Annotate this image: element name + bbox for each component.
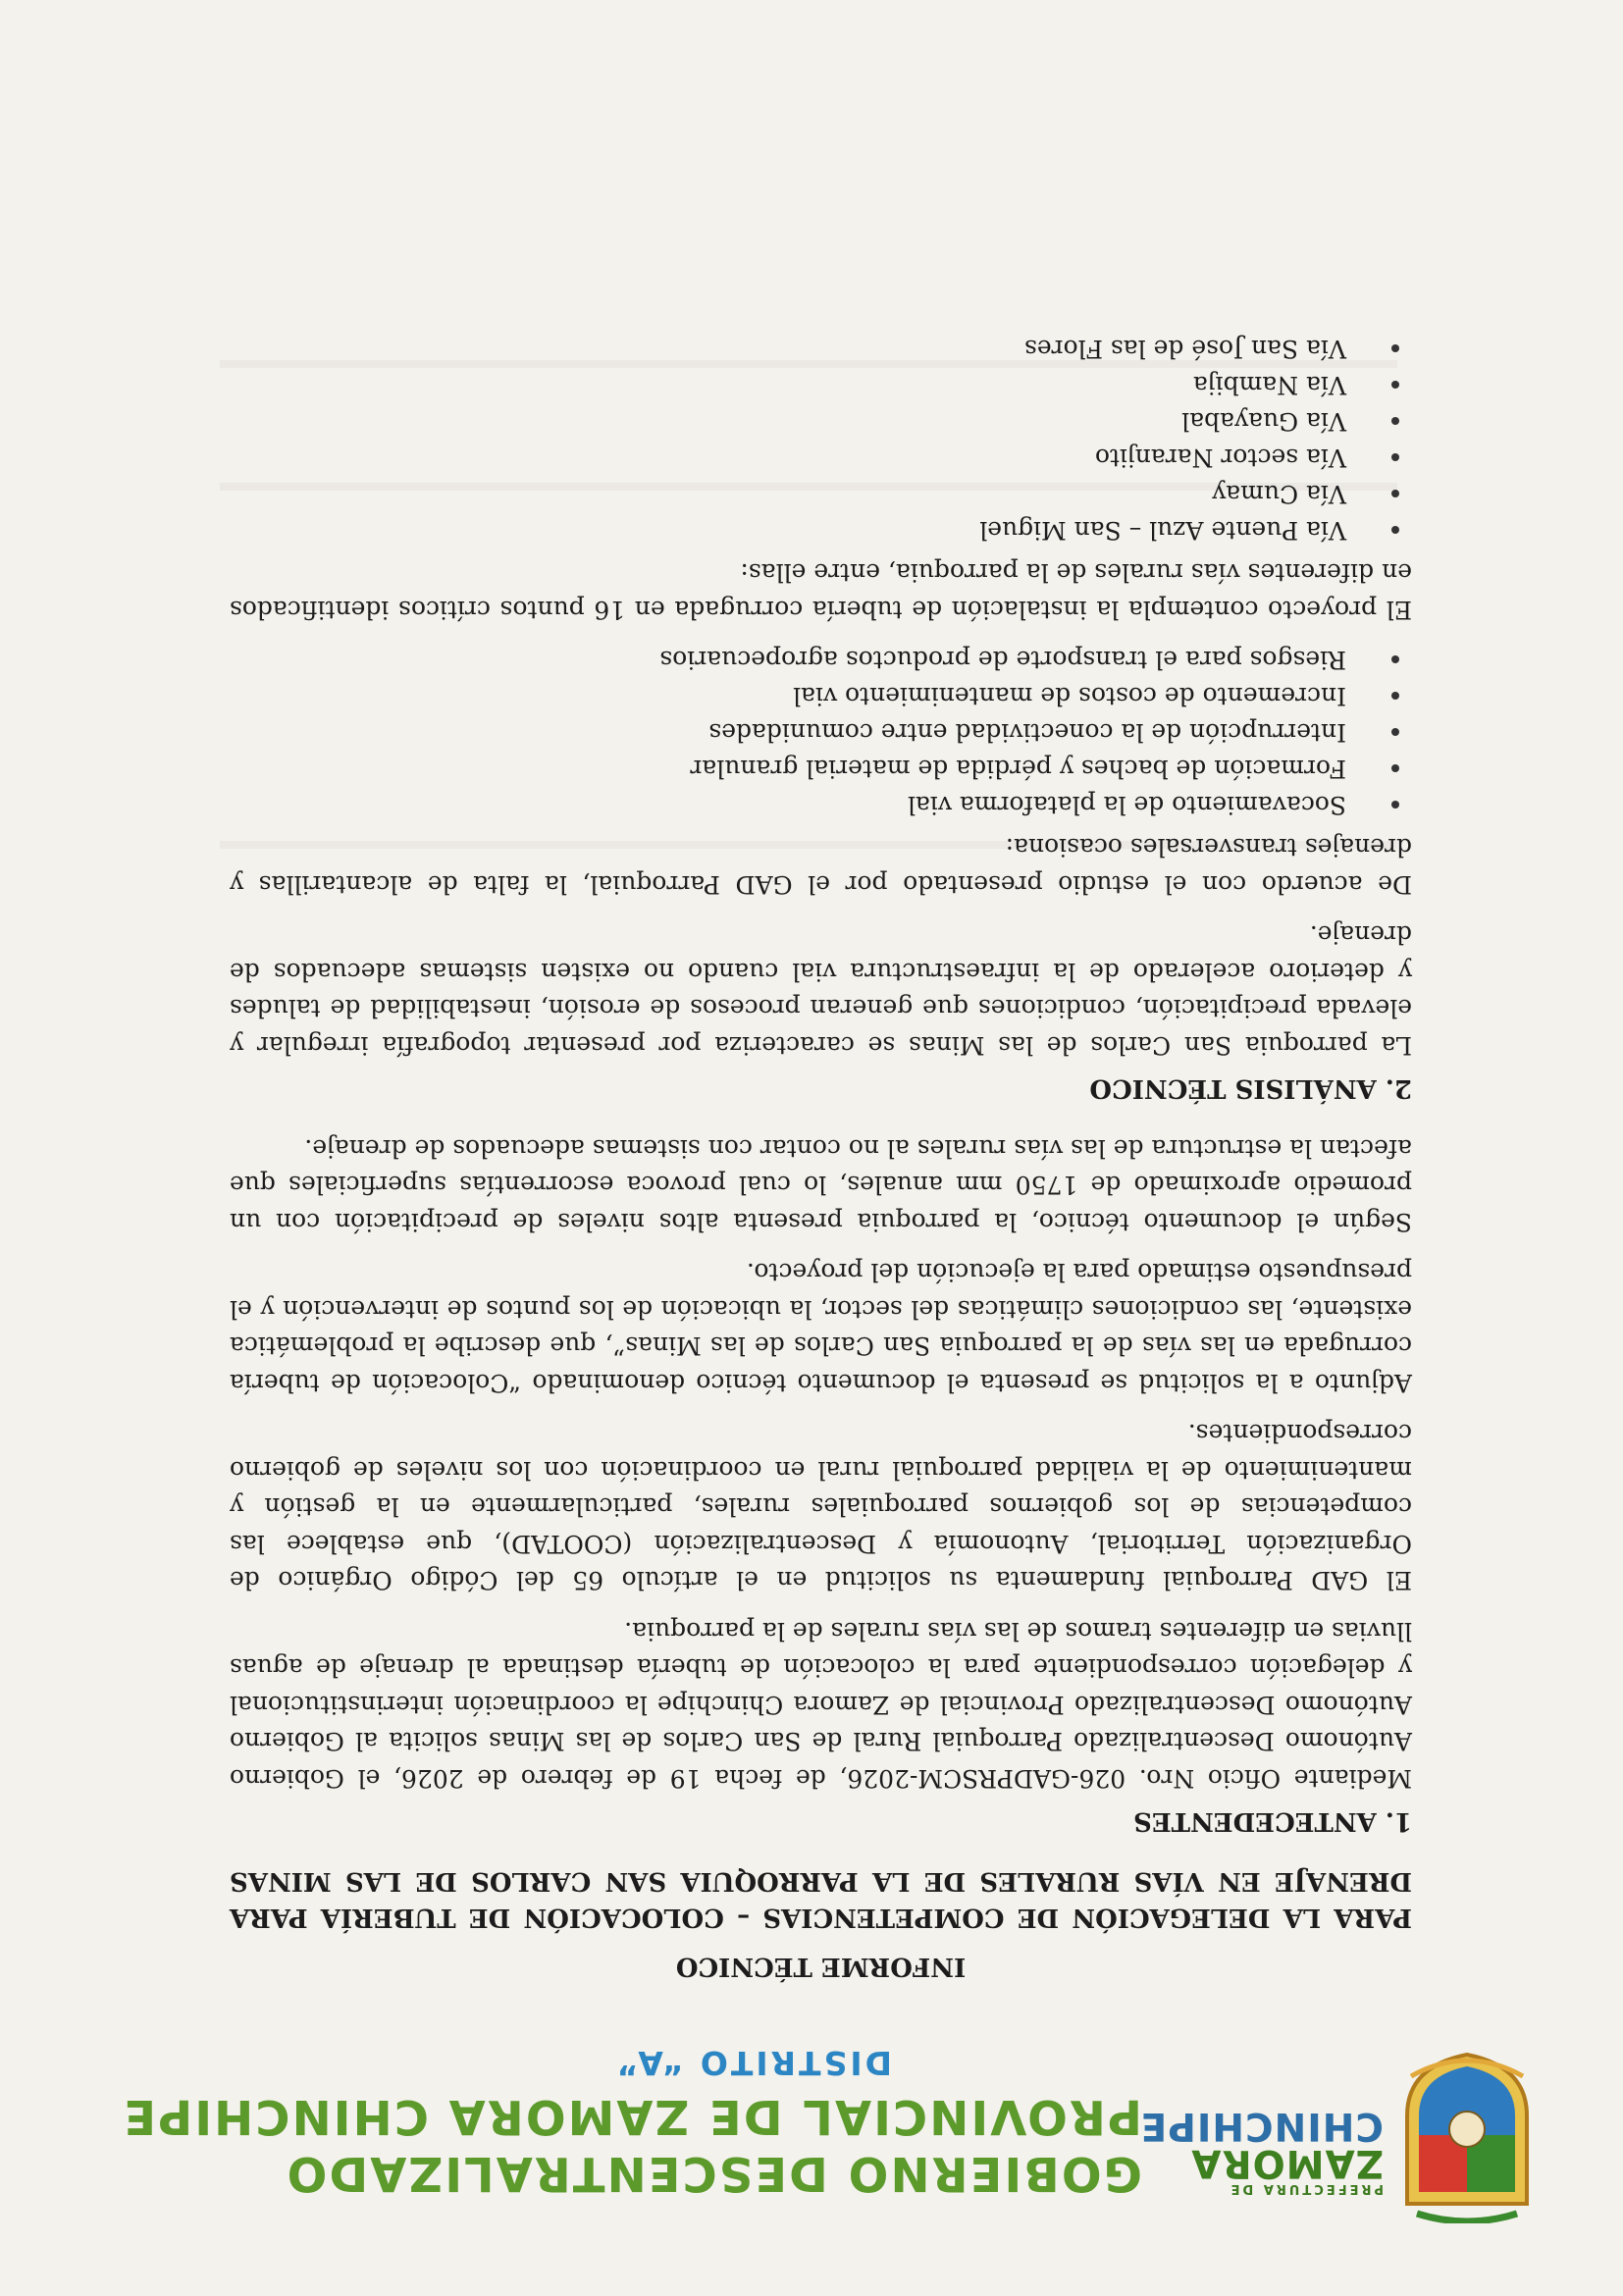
institution-title: GOBIERNO DESCENTRALIZADO PROVINCIAL DE ZAMORA CHINCHIPE bbox=[122, 2089, 1142, 2201]
paragraph: El proyecto contempla la instalación de tubería corrugada en 16 puntos críticos identificados en diferentes vías rurales de la parroquia, entre ellas: bbox=[230, 558, 1412, 624]
paragraph: El GAD Parroquial fundamenta su solicitud en el artículo 65 del Código Orgánico de Organización Territorial, Autonomía y Descentralización (COOTAD), que establece las competencias de los gobiernos parroquiales rurales, particularmente en la gestión y mantenimiento de la vialidad parroquial rural en coordinación con los niveles de gobierno correspondientes. bbox=[230, 1419, 1412, 1595]
paragraph: Según el documento técnico, la parroquia presenta altos niveles de precipitación con un promedio aproximado de 1750 mm anuales, lo cual provoca escorrentías superficiales que afectan la estructura de las vías rurales al no contar con sistemas adecuados de drenaje. bbox=[230, 1134, 1412, 1236]
paragraph: De acuerdo con el estudio presentado por el GAD Parroquial, la falta de alcantarillas y drenajes transversales ocasiona: bbox=[230, 833, 1412, 899]
list-item: Interrupción de la conectividad entre comunidades bbox=[230, 714, 1358, 751]
list-item: Vía Guayabal bbox=[230, 403, 1358, 440]
effects-list bbox=[230, 642, 1412, 823]
logo-name-line1: ZAMORA bbox=[1190, 2141, 1384, 2185]
list-item: Vía Cumay bbox=[230, 476, 1358, 512]
paragraph: La parroquia San Carlos de las Minas se caracteriza por presentar topografía irregular y elevada precipitación, condiciones que generan procesos de erosión, inestabilidad de taludes y deterioro acelerado de la infraestructura vial cuando no existen sistemas adecuados de drenaje. bbox=[230, 920, 1412, 1060]
section-heading-analisis-tecnico: 2. ANÁLISIS TÉCNICO bbox=[1089, 1073, 1412, 1104]
district-label: DISTRITO “A” bbox=[613, 2044, 892, 2082]
list-item: Vía sector Naranjito bbox=[230, 440, 1358, 476]
logo-prefix: PREFECTURA DE bbox=[1228, 2181, 1384, 2196]
paragraph: Mediante Oficio Nro. 026-GADPRSCM-2026, de fecha 19 de febrero de 2026, el Gobierno Autónomo Descentralizado Parroquial Rural de San Carlos de las Minas solicita al Gobierno Autónomo Descentralizado Provincial de Zamora Chinchipe la coordinación interinstitucional y delegación correspondiente para la colocación de tubería destinada al drenaje de aguas lluvias en diferentes tramos de las vías rurales de la parroquia. bbox=[230, 1617, 1412, 1793]
list-item: Socavamiento de la plataforma vial bbox=[230, 787, 1358, 823]
document-body bbox=[230, 317, 1412, 1984]
list-item: Vía Puente Azul – San Miguel bbox=[230, 512, 1358, 548]
document-title: INFORME TÉCNICO bbox=[675, 1952, 967, 1981]
list-item: Vía Nambija bbox=[230, 367, 1358, 403]
section-heading-antecedentes: 1. ANTECEDENTES bbox=[1133, 1806, 1412, 1837]
list-item: Incremento de costos de mantenimiento vial bbox=[230, 678, 1358, 714]
roads-list bbox=[230, 331, 1412, 548]
list-item: Riesgos para el transporte de productos agropecuarios bbox=[230, 642, 1358, 678]
prefectura-logo bbox=[1139, 2104, 1384, 2196]
logo-name-line2: CHINCHIPE bbox=[1139, 2104, 1384, 2148]
list-item: Vía San José de las Flores bbox=[230, 331, 1358, 367]
document-subtitle: PARA LA DELEGACIÓN DE COMPETENCIAS – COLOCACIÓN DE TUBERÍA PARA DRENAJE EN VÍAS RURALES DE LA PARROQUIA SAN CARLOS DE LAS MINAS bbox=[230, 1866, 1412, 1933]
paragraph: Adjunto a la solicitud se presenta el documento técnico denominado “Colocación de tubería corrugada en las vías de la parroquia San Carlos de las Minas”, que describe la problemática existente, las condiciones climáticas del sector, la ubicación de los puntos de intervención y el presupuesto estimado para la ejecución del proyecto. bbox=[230, 1258, 1412, 1397]
list-item: Formación de baches y pérdida de material granular bbox=[230, 751, 1358, 787]
coat-of-arms-icon bbox=[1397, 2051, 1537, 2223]
letterhead bbox=[0, 2002, 1623, 2296]
